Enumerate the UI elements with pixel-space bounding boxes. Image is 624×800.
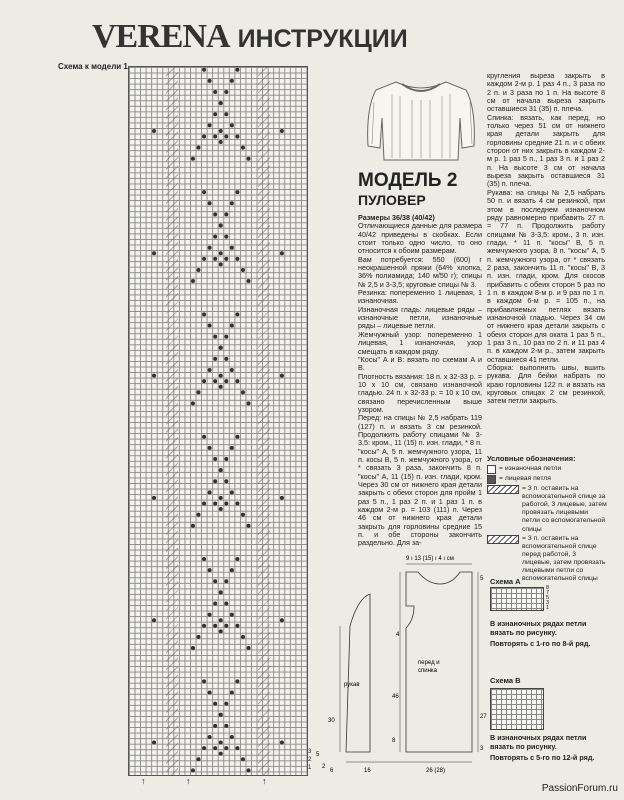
chart-stitch-mark — [280, 741, 284, 745]
chart-stitch-mark — [152, 374, 156, 378]
chart-stitch-mark — [219, 752, 223, 756]
chart-stitch-mark — [241, 757, 245, 761]
chart-stitch-mark — [247, 646, 251, 650]
svg-text:26 (28): 26 (28) — [426, 768, 446, 774]
chart-stitch-mark — [213, 112, 217, 116]
chart-stitch-mark — [247, 279, 251, 283]
schema-b-grid — [490, 688, 544, 730]
instruction-paragraph: кругления выреза закрыть в каждом 2-м р. 1 раз 4 п., 3 раза по 2 п. и 3 раза по 1 п. На высоте 8 см от начала выреза закрыть оставшиеся 31 (35) п. плеча. — [487, 71, 605, 114]
chart-stitch-mark — [197, 146, 201, 150]
chart-stitch-mark — [219, 590, 223, 594]
chart-stitch-mark — [208, 324, 212, 328]
chart-stitch-mark — [202, 68, 206, 72]
chart-stitch-mark — [208, 613, 212, 617]
sleeve-outline — [346, 594, 370, 752]
section-title: ИНСТРУКЦИИ — [237, 25, 408, 53]
chart-stitch-mark — [219, 346, 223, 350]
instructions-column-middle — [358, 214, 482, 548]
instruction-paragraph: Перед: на спицы № 2,5 набрать 119 (127) п. и вязать 3 см резинкой. Продолжить работу спицами № 3-3,5: кром., 11 (15) п. изн. глади, * 8 п. "косы" А, 5 п. жемчужного узора, 11 п. косы В, 5 п. жемчужного узора, от * связать 3 раза, закончить 8 п. "косы" А, 11 (15) п. изн. глади, кром. Через 30 см от нижнего края детали закрыть с обеих сторон для пройм 1 раз 5 п., 1 раз 2 п. и 1 раз 1 п. в каждом 2-м р. = 103 (111) п. Через 46 см от нижнего края детали закрыть для горловины средние 15 п. и обе стороны закончить раздельно. Для за- — [358, 413, 482, 548]
chart-stitch-mark — [202, 435, 206, 439]
chart-stitch-mark — [235, 68, 239, 72]
instruction-paragraph: Сборка: выполнить швы, вшить рукава. Для бейки набрать по краю горловины 122 п. и вязать на круговых спицах 2 см резинкой, затем петли закрыть. — [487, 363, 605, 406]
chart-stitch-mark — [219, 629, 223, 633]
svg-text:2: 2 — [322, 764, 326, 770]
chart-stitch-mark — [213, 624, 217, 628]
chart-stitch-mark — [213, 257, 217, 261]
chart-row-number: 1 — [308, 765, 312, 771]
sizes-line: Размеры 36/38 (40/42) — [358, 213, 435, 222]
chart-stitch-mark — [247, 524, 251, 528]
instructions-column-right — [487, 72, 605, 406]
chart-stitch-mark — [224, 602, 228, 606]
chart-stitch-mark — [224, 479, 228, 483]
chart-stitch-mark — [191, 524, 195, 528]
instruction-paragraph: Рукава: на спицы № 2,5 набрать 50 п. и вязать 4 см резинкой, при этом в последнем изнаночном ряду равномерно прибавить 27 п. = 77 п. Продолжить работу спицами № 3-3,5: кром., 3 п. изн. глади, * 11 п. "косы" В, 5 п. жемчужного узора, 8 п. "косы" А, 5 п. жемчужного узора, от * связать 2 раза, закончить 11 п. "косы" В, 3 п. изн. глади, кром. Для скосов прибавить с обеих сторон 5 раз по 1 п. в каждом 8-м р. и 9 раз по 1 п. в каждом 6-м р. = 105 п., на прибавляемых петлях вязать изнаночной гладью. Через 34 см от нижнего края детали закрыть с обеих сторон для оката 1 раз 5 п., 1 раз 3 п., 10 раз по 2 п. и 11 раз 4 п. в каждом 2-м р., затем закрыть оставшиеся 41 петли. — [487, 187, 605, 364]
chart-stitch-mark — [213, 746, 217, 750]
chart-stitch-mark — [235, 679, 239, 683]
chart-stitch-mark — [224, 501, 228, 505]
chart-stitch-mark — [280, 374, 284, 378]
chart-stitch-mark — [202, 624, 206, 628]
chart-stitch-mark — [202, 501, 206, 505]
chart-stitch-mark — [208, 368, 212, 372]
chart-stitch-mark — [219, 618, 223, 622]
knitting-chart — [128, 66, 308, 776]
chart-stitch-mark — [213, 135, 217, 139]
chart-stitch-mark — [152, 496, 156, 500]
chart-stitch-mark — [219, 262, 223, 266]
chart-stitch-mark — [219, 507, 223, 511]
chart-stitch-mark — [230, 568, 234, 572]
svg-text:5: 5 — [316, 752, 320, 758]
chart-stitch-mark — [230, 735, 234, 739]
chart-stitch-mark — [152, 618, 156, 622]
chart-stitch-mark — [213, 457, 217, 461]
chart-stitch-mark — [224, 702, 228, 706]
chart-stitch-mark — [191, 401, 195, 405]
chart-stitch-mark — [241, 268, 245, 272]
instruction-paragraph: Резинка: попеременно 1 лицевая, 1 изнаночная. — [358, 288, 482, 306]
chart-stitch-mark — [235, 501, 239, 505]
chart-stitch-mark — [241, 513, 245, 517]
schema-a-title: Схема А — [490, 577, 521, 586]
svg-text:5: 5 — [480, 576, 484, 582]
chart-stitch-mark — [235, 624, 239, 628]
chart-stitch-mark — [213, 702, 217, 706]
chart-stitch-mark — [219, 385, 223, 389]
chart-stitch-mark — [219, 129, 223, 133]
chart-stitch-mark — [224, 112, 228, 116]
svg-text:46: 46 — [392, 694, 399, 700]
chart-stitch-mark — [202, 190, 206, 194]
chart-stitch-mark — [213, 335, 217, 339]
chart-stitch-mark — [152, 129, 156, 133]
chart-stitch-mark — [208, 246, 212, 250]
body-label-1: перед и — [418, 660, 440, 666]
chart-stitch-mark — [197, 635, 201, 639]
chart-stitch-mark — [224, 379, 228, 383]
chart-stitch-mark — [208, 79, 212, 83]
legend-item: = 3 п. оставить на вспомогательной спице за работой, 3 лицевые, затем провязать лицевыми петли со вспомогательной спицы — [487, 485, 607, 534]
chart-stitch-mark — [235, 190, 239, 194]
chart-stitch-mark — [219, 468, 223, 472]
instruction-paragraph: Спинка: вязать, как перед, но только через 51 см от нижнего края детали закрыть для горловины средние 21 п. и с обеих сторон от них закрыть в каждом 2-м р. 1 раз 5 п., 1 раз 3 п. и 1 раз 2 п. На высоте 3 см от начала выреза закрыть оставшиеся 31 (35) п. плеча. — [487, 112, 605, 189]
chart-row-number: 3 — [308, 749, 312, 755]
chart-stitch-mark — [280, 496, 284, 500]
chart-stitch-mark — [213, 602, 217, 606]
schema-b-title: Схема В — [490, 676, 521, 685]
chart-stitch-mark — [202, 379, 206, 383]
chart-stitch-mark — [152, 251, 156, 255]
chart-stitch-mark — [213, 212, 217, 216]
body-label-2: спинка — [418, 668, 438, 674]
sweater-illustration — [362, 68, 480, 166]
chart-stitch-mark — [241, 635, 245, 639]
chart-stitch-mark — [224, 357, 228, 361]
chart-stitch-mark — [202, 257, 206, 261]
pattern-diagram — [310, 536, 488, 776]
chart-stitch-mark — [235, 257, 239, 261]
chart-stitch-mark — [230, 613, 234, 617]
chart-stitch-mark — [208, 490, 212, 494]
chart-stitch-mark — [191, 768, 195, 772]
chart-stitch-mark — [230, 123, 234, 127]
chart-stitch-mark — [191, 646, 195, 650]
magazine-header — [92, 18, 408, 56]
watermark: PassionForum.ru — [541, 783, 618, 794]
chart-stitch-mark — [247, 157, 251, 161]
chart-stitch-mark — [280, 251, 284, 255]
chart-stitch-mark — [224, 212, 228, 216]
svg-text:30: 30 — [328, 718, 335, 724]
chart-stitch-mark — [230, 201, 234, 205]
chart-stitch-mark — [213, 501, 217, 505]
chart-stitch-mark — [197, 268, 201, 272]
chart-stitch-mark — [213, 90, 217, 94]
chart-stitch-mark — [213, 357, 217, 361]
brand-name: VERENA — [92, 18, 230, 55]
chart-stitch-mark — [224, 90, 228, 94]
chart-stitch-mark — [230, 691, 234, 695]
diagram-top-dims: 9 ı 13 (15) ı 4 ı см — [406, 556, 454, 562]
chart-stitch-mark — [208, 735, 212, 739]
chart-stitch-mark — [230, 490, 234, 494]
legend — [487, 455, 607, 584]
purl-symbol-icon — [487, 465, 496, 474]
chart-stitch-mark — [235, 135, 239, 139]
chart-stitch-mark — [219, 496, 223, 500]
chart-stitch-mark — [191, 279, 195, 283]
chart-stitch-mark — [224, 335, 228, 339]
chart-stitch-mark — [197, 757, 201, 761]
chart-stitch-mark — [213, 479, 217, 483]
chart-stitch-mark — [152, 741, 156, 745]
chart-stitch-mark — [280, 618, 284, 622]
chart-row-number: 2 — [308, 757, 312, 763]
knit-symbol-icon — [487, 475, 496, 484]
cable-front-symbol-icon — [487, 535, 519, 544]
chart-stitch-mark — [219, 223, 223, 227]
instruction-paragraph: Отличающиеся данные для размера 40/42 приведены в скобках. Если стоит только одно число, то оно относится к обоим размерам. — [358, 221, 482, 256]
chart-stitch-mark — [230, 446, 234, 450]
chart-stitch-mark — [219, 251, 223, 255]
chart-stitch-mark — [202, 312, 206, 316]
sleeve-label: рукав — [344, 682, 360, 688]
svg-text:27: 27 — [480, 714, 487, 720]
chart-stitch-mark — [208, 691, 212, 695]
chart-stitch-mark — [202, 135, 206, 139]
chart-stitch-mark — [208, 123, 212, 127]
chart-stitch-mark — [224, 746, 228, 750]
chart-motifs — [129, 67, 307, 775]
chart-stitch-mark — [235, 746, 239, 750]
chart-stitch-mark — [224, 624, 228, 628]
chart-stitch-mark — [202, 746, 206, 750]
chart-stitch-mark — [224, 235, 228, 239]
chart-stitch-mark — [230, 324, 234, 328]
chart-stitch-mark — [280, 129, 284, 133]
chart-stitch-mark — [224, 257, 228, 261]
chart-stitch-mark — [202, 679, 206, 683]
instruction-paragraph: Изнаночная гладь: лицевые ряды – изнаночные петли, изнаночные ряды – лицевые петли. — [358, 304, 482, 331]
chart-stitch-mark — [241, 390, 245, 394]
up-arrow-icon: ↑ — [186, 776, 191, 786]
schema-a-grid — [490, 587, 544, 611]
chart-stitch-mark — [213, 379, 217, 383]
chart-stitch-mark — [197, 390, 201, 394]
chart-label: Схема к модели 1 — [58, 62, 128, 71]
svg-text:4: 4 — [396, 632, 400, 638]
instruction-paragraph: Плотность вязания: 18 п. х 32-33 р. = 10 х 10 см, связано изнаночной гладью. 24 п. х 32-33 р. = 10 х 10 см, связано перечисленным выше узором. — [358, 371, 482, 414]
chart-stitch-mark — [197, 513, 201, 517]
chart-stitch-mark — [219, 101, 223, 105]
chart-stitch-mark — [224, 457, 228, 461]
chart-stitch-mark — [213, 235, 217, 239]
chart-stitch-mark — [230, 79, 234, 83]
model-title: МОДЕЛЬ 2 — [358, 170, 458, 191]
legend-item: = лицевая петля — [487, 475, 607, 484]
chart-stitch-mark — [208, 201, 212, 205]
instruction-paragraph: Жемчужный узор: попеременно 1 лицевая, 1 изнаночная, узор смещать в каждом ряду. — [358, 329, 482, 356]
cable-back-symbol-icon — [487, 485, 519, 494]
chart-stitch-mark — [235, 557, 239, 561]
svg-text:8: 8 — [392, 738, 396, 744]
legend-item: = 3 п. оставить на вспомогательной спице перед работой, 3 лицевые, затем провязать лицевыми петли со вспомогательной спицы — [487, 535, 607, 584]
chart-stitch-mark — [219, 374, 223, 378]
chart-stitch-mark — [224, 135, 228, 139]
chart-stitch-mark — [213, 724, 217, 728]
up-arrow-icon: ↑ — [141, 776, 146, 786]
chart-stitch-mark — [235, 379, 239, 383]
svg-text:16: 16 — [364, 768, 371, 774]
chart-stitch-mark — [224, 724, 228, 728]
chart-stitch-mark — [247, 768, 251, 772]
up-arrow-icon: ↑ — [262, 776, 267, 786]
chart-stitch-mark — [202, 557, 206, 561]
chart-stitch-mark — [224, 579, 228, 583]
chart-stitch-mark — [208, 446, 212, 450]
chart-stitch-mark — [219, 713, 223, 717]
chart-stitch-mark — [235, 312, 239, 316]
chart-stitch-mark — [208, 568, 212, 572]
schema-b-note: В изнаночных рядах петли вязать по рисунку. Повторять с 5-го по 12-й ряд. — [490, 733, 595, 763]
svg-text:6: 6 — [330, 768, 334, 774]
chart-stitch-mark — [213, 579, 217, 583]
legend-title: Условные обозначения: — [487, 454, 576, 463]
legend-item: = изнаночная петли — [487, 465, 607, 474]
instruction-paragraph: Вам потребуется: 550 (600) г неокрашенной пряжи (64% хлопка, 36% полиамида; 140 м/50 г); спицы № 2,5 и 3-3,5; круговые спицы № 3. — [358, 254, 482, 289]
garment-type: ПУЛОВЕР — [358, 192, 426, 208]
svg-text:3: 3 — [480, 746, 484, 752]
chart-stitch-mark — [219, 140, 223, 144]
chart-stitch-mark — [241, 146, 245, 150]
chart-stitch-mark — [230, 246, 234, 250]
instruction-paragraph: "Косы" А и В: вязать по схемам А и В. — [358, 354, 482, 373]
schema-a-note: В изнаночных рядах петли вязать по рисунку. Повторять с 1-го по 8-й ряд. — [490, 619, 591, 649]
chart-stitch-mark — [247, 401, 251, 405]
chart-stitch-mark — [219, 741, 223, 745]
chart-stitch-mark — [191, 157, 195, 161]
schema-a-row-numbers: 8 7 5 3 1 — [546, 585, 550, 611]
chart-stitch-mark — [235, 435, 239, 439]
chart-stitch-mark — [230, 368, 234, 372]
